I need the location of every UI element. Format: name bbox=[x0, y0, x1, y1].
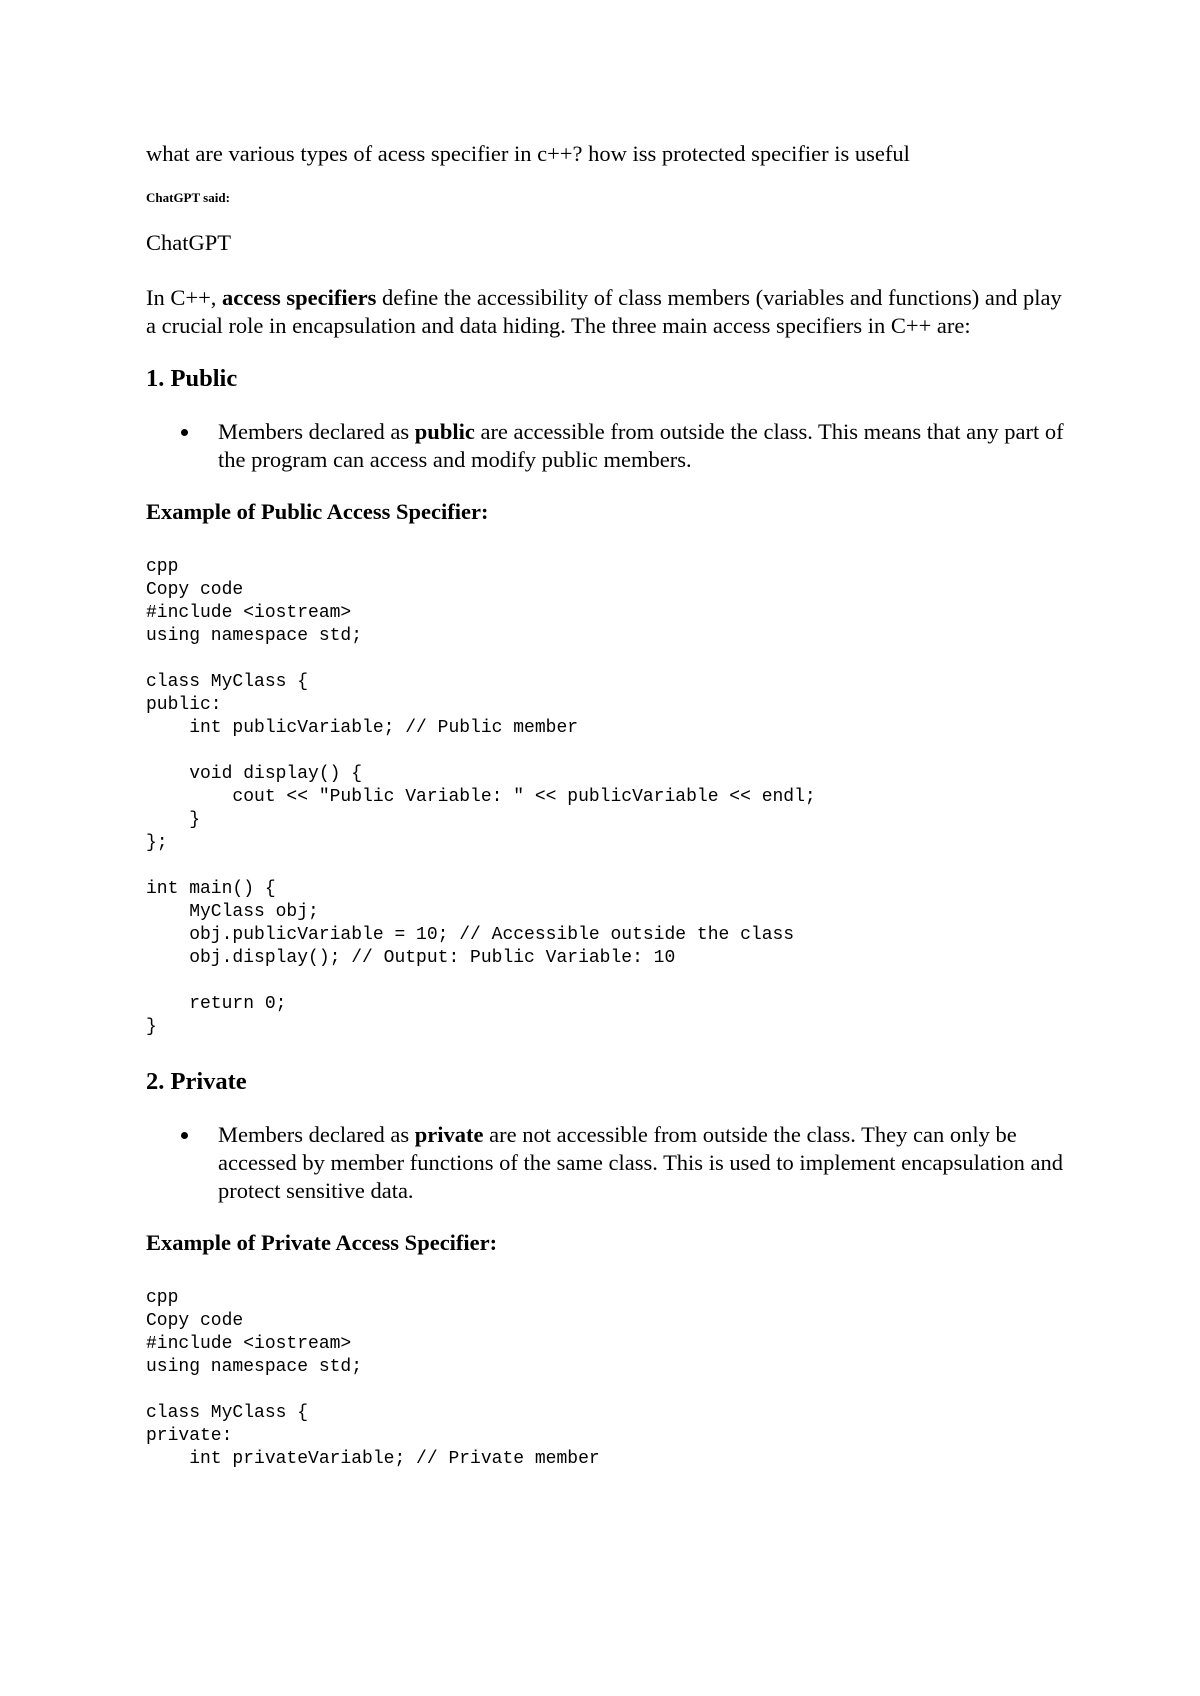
code-line: int publicVariable; // Public member bbox=[146, 718, 579, 738]
code-line: obj.display(); // Output: Public Variable: 10 bbox=[146, 948, 676, 968]
intro-text-after: define the accessibility of class members (variables and functions) and play a crucial role in encapsulation and data hiding. The three main access specifiers in C++ are: bbox=[146, 285, 1062, 338]
bullet-text-after: are not accessible from outside the class. They can only be accessed by member functions of the same class. This is used to implement encapsulation and protect sensitive data. bbox=[218, 1122, 1063, 1203]
code-line bbox=[146, 855, 1066, 878]
private-bullet-list bbox=[146, 1121, 1066, 1205]
response-author: ChatGPT bbox=[146, 230, 232, 255]
code-line: class MyClass { bbox=[146, 1403, 309, 1423]
code-line: int privateVariable; // Private member bbox=[146, 1449, 600, 1469]
section-heading-public: 1. Public bbox=[146, 365, 238, 392]
example-title-public: Example of Public Access Specifier: bbox=[146, 499, 489, 524]
code-line bbox=[146, 740, 1066, 763]
code-line: using namespace std; bbox=[146, 626, 363, 646]
code-line: #include <iostream> bbox=[146, 603, 352, 623]
list-item bbox=[218, 1121, 1066, 1205]
intro-bold-term: access specifiers bbox=[222, 285, 377, 310]
code-line: cpp bbox=[146, 1288, 179, 1308]
bullet-icon bbox=[181, 429, 188, 436]
bullet-text-before: Members declared as bbox=[218, 1122, 415, 1147]
code-line: } bbox=[146, 810, 201, 830]
code-line: return 0; bbox=[146, 994, 287, 1014]
code-block-private bbox=[146, 1287, 1066, 1471]
copy-code-label: Copy code bbox=[146, 580, 244, 600]
code-line bbox=[146, 970, 1066, 993]
code-line: cpp bbox=[146, 557, 179, 577]
code-line: private: bbox=[146, 1426, 233, 1446]
list-item bbox=[218, 418, 1066, 474]
code-line: using namespace std; bbox=[146, 1357, 363, 1377]
code-line: obj.publicVariable = 10; // Accessible outside the class bbox=[146, 925, 795, 945]
intro-text-before: In C++, bbox=[146, 285, 223, 310]
bullet-text-after: are accessible from outside the class. This means that any part of the program can access and modify public members. bbox=[218, 419, 1064, 472]
code-line bbox=[146, 648, 1066, 671]
response-label: ChatGPT said: bbox=[146, 190, 230, 205]
code-line: }; bbox=[146, 833, 168, 853]
code-line: MyClass obj; bbox=[146, 902, 319, 922]
section-heading-private: 2. Private bbox=[146, 1068, 247, 1095]
bullet-bold-term: private bbox=[414, 1122, 484, 1147]
code-line bbox=[146, 1379, 1066, 1402]
bullet-bold-term: public bbox=[414, 419, 475, 444]
code-line: cout << "Public Variable: " << publicVariable << endl; bbox=[146, 787, 816, 807]
copy-code-label: Copy code bbox=[146, 1311, 244, 1331]
code-line: public: bbox=[146, 695, 222, 715]
code-line: #include <iostream> bbox=[146, 1334, 352, 1354]
bullet-icon bbox=[181, 1132, 188, 1139]
code-line: int main() { bbox=[146, 879, 276, 899]
document-page bbox=[146, 140, 1066, 1499]
intro-paragraph bbox=[146, 284, 1066, 340]
code-block-public bbox=[146, 556, 1066, 1039]
example-title-private: Example of Private Access Specifier: bbox=[146, 1230, 498, 1255]
public-bullet-list bbox=[146, 418, 1066, 474]
code-line: class MyClass { bbox=[146, 672, 309, 692]
code-line: void display() { bbox=[146, 764, 363, 784]
bullet-text-before: Members declared as bbox=[218, 419, 415, 444]
code-line: } bbox=[146, 1017, 157, 1037]
user-question: what are various types of acess specifier in c++? how iss protected specifier is useful bbox=[146, 141, 910, 166]
